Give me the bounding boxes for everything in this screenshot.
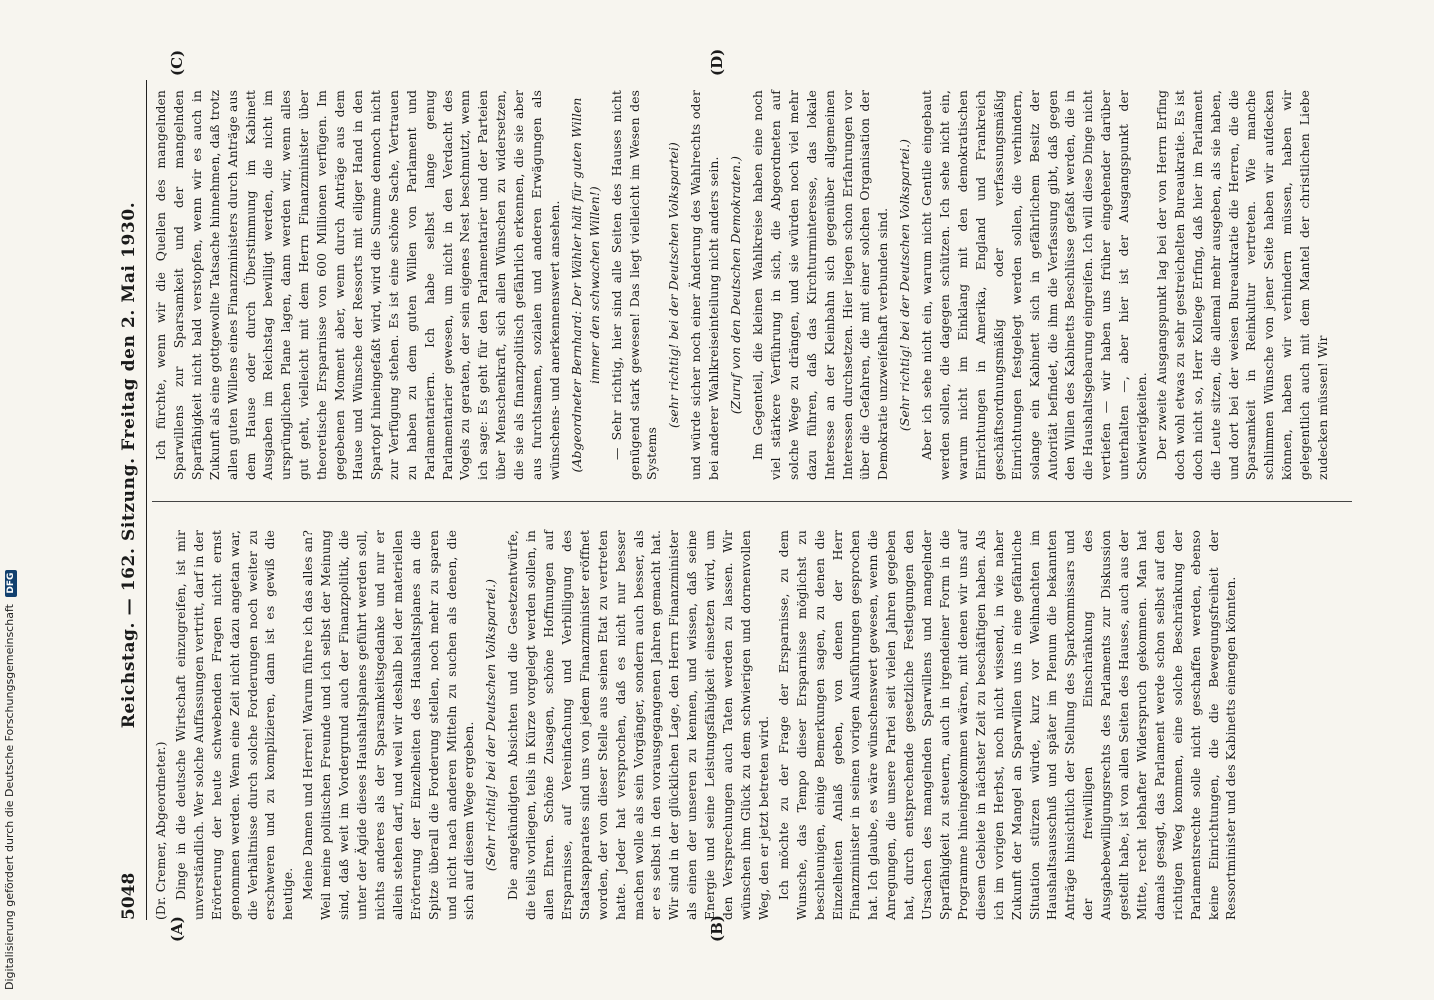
margin-marker-a: (A) xyxy=(168,916,186,942)
paragraph: Aber ich sehe nicht ein, warum nicht Gentile eingebaut werden sollen, die dagegen schützen. Ich sehe nicht ein, warum nicht im Einklang mit den demokratischen Einrichtungen in Amerika, England und Frankreich geschäftsordnungsmäßig oder verfassungsmäßig Einrichtungen festgelegt werden sollen, die verhindern, solange ein Kabinett sich in gefährlichem Besitz der Autorität befindet, die ihm die Verfassung gibt, daß gegen den Willen des Kabinetts Beschlüsse gefaßt werden, die in die Haushaltsgebarung eingreifen. Ich will diese Dinge nicht vertiefen — wir haben uns früher eingehender darüber unterhalten —, aber hier ist der Ausgangspunkt der Schwierigkeiten. xyxy=(919,90,1150,480)
margin-marker-c: (C) xyxy=(168,49,186,76)
paragraph: Der zweite Ausgangspunkt lag bei der von Herrn Erfing doch wohl etwas zu sehr gestreichelten Bureaukratie. Es ist doch nicht so, Herr Kollege Erfing, daß hier im Parlament die Leute sitzen, die allemal mehr ausgeben, als sie haben, und dort bei der weisen Bureaukratie die Herren, die die Sparsamkeit in Reinkultur vertreten. Wie manche schlimmen Wünsche von jener Seite haben wir aufdecken können, haben wir verhindern müssen, haben wir gelegentlich auch mit dem Mantel der christlichen Liebe zudecken müssen! Wir xyxy=(1153,90,1331,480)
speaker-line: (Dr. Cremer, Abgeordneter.) xyxy=(153,741,168,920)
header-rule xyxy=(146,80,147,920)
digitization-credit-text xyxy=(3,60,17,990)
interjection: (Sehr richtig! bei der Deutschen Volkspartei.) xyxy=(483,578,499,872)
credit-text: Digitalisierung gefördert durch die Deutsche Forschungsgemeinschaft xyxy=(3,604,16,990)
paragraph: Meine Damen und Herren! Warum führe ich das alles an? Weil meine politischen Freunde und ich selbst der Meinung sind, daß weit im Vordergrund auch der Finanzpolitik, die unter der Ägide dieses Haushaltsplanes geführt werden soll, nichts anderes als der Sparsamkeitsgedanke und nur er allein stehen darf, und weil wir deshalb bei der materiellen Erörterung der Einzelheiten des Haushaltsplanes an die Spitze überall die Forderung stellen, noch mehr zu sparen und nicht nach anderen Mitteln zu suchen als denen, die sich auf diesem Wege ergeben. xyxy=(300,530,477,920)
left-column xyxy=(152,530,1242,920)
rotated-sheet xyxy=(108,50,1388,950)
paragraph: — Sehr richtig, hier sind alle Seiten des Hauses nicht genügend stark gewesen! Das liegt vielleicht im Wesen des Systems xyxy=(608,90,660,480)
page-header xyxy=(114,80,144,920)
interjection: (Zuruf von den Deutschen Demokraten.) xyxy=(728,155,744,415)
page-title: Reichstag. — 162. Sitzung. Freitag den 2. Mai 1930. xyxy=(119,201,139,729)
interjection: (sehr richtig! bei der Deutschen Volkspartei) xyxy=(666,142,682,428)
paragraph: Ich fürchte, wenn wir die Quellen des mangelnden Sparwillens zur Sparsamkeit und der mangelnden Sparfähigkeit nicht bald verstopfen, wenn wir es auch in Zukunft als eine gottgewollte Tatsache hinnehmen, daß trotz allen guten Willens eines Finanzministers durch Anträge aus dem Hause oder durch Überstimmung im Kabinett Ausgaben im Reichstag bewilligt werden, die nicht im ursprünglichen Plane lagen, dann werden wir, wenn alles gut geht, vielleicht mit dem Herrn Finanzminister über theoretische Ersparnisse von 600 Millionen verfügen. Im gegebenen Moment aber, wenn durch Anträge aus dem Hause und Wünsche der Ressorts mit eiliger Hand in den Spartopf hineingefaßt wird, wird die Summe dennoch nicht zur Verfügung stehen. Es ist eine schöne Sache, Vertrauen zu haben zu dem guten Willen von Parlament und Parlamentariern. Ich habe selbst lange genug Parlamentarier gewesen, um nicht in den Verdacht des Vogels zu geraten, der sein eigenes Nest beschmutzt, wenn ich sage: Es geht für den Parlamentarier und der Parteien über Menschenkraft, sich allen Wünschen zu widersetzen, die sie als finanzpolitisch gefährlich erkennen, die sie aber aus furchtsamen, sozialen und anderen Erwägungen als wünschens- und anerkennenswert ansehen. xyxy=(153,90,562,480)
right-column xyxy=(152,90,1334,480)
paragraph: Dinge in die deutsche Wirtschaft einzugreifen, ist mir unverständlich. Wer solche Auffassungen vertritt, darf in der Erörterung der heute schwebenden Fragen nicht ernst genommen werden. Wenn eine Zeit nicht dazu angetan war, die Verhältnisse durch solche Forderungen noch weiter zu erschweren und zu komplizieren, dann ist es gewiß die heutige. xyxy=(172,530,296,920)
paragraph: Im Gegenteil, die kleinen Wahlkreise haben eine noch viel stärkere Verführung in sich, die Abgeordneten auf solche Wege zu drängen, und sie würden noch viel mehr dazu führen, daß das Kirchturminteresse, das lokale Interesse an der Kleinbahn sich gegenüber allgemeinen Interessen durchsetzen. Hier liegen schon Erfahrungen vor über die Gefahren, die mit einer solchen Organisation der Demokratie unzweifelhaft verbunden sind. xyxy=(750,90,891,480)
interjection: (Abgeordneter Bernhard: Der Wähler hält für guten Willen immer den schwachen Willen!) xyxy=(568,97,602,473)
paragraph: Die angekündigten Absichten und die Gesetzentwürfe, die teils vorliegen, teils in Kürze vorgelegt werden sollen, in allen Ehren. Schöne Zusagen, schöne Hoffnungen auf Ersparnisse, auf Vereinfachung und Verbilligung des Staatsapparates sind uns von jedem Finanzminister eröffnet worden, der von dieser Stelle aus seinen Etat zu vertreten hatte. Jeder hat versprochen, daß es nicht nur besser machen wolle als sein Vorgänger, sondern auch besser, als er es selbst in den vorausgegangenen Jahren gemacht hat. Wir sind in der glücklichen Lage, den Herrn Finanzminister als einen der unseren zu kennen, und wissen, daß seine Energie und seine Leistungsfähigkeit einsetzen wird, um den Versprechungen auch Taten werden zu lassen. Wir wünschen ihm Glück zu dem schwierigen und dornenvollen Weg, den er jetzt betreten wird. xyxy=(505,530,771,920)
paragraph: und würde sicher noch einer Änderung des Wahlrechts oder bei anderer Wahlkreiseinteilung nicht anders sein. xyxy=(688,90,722,480)
column-divider xyxy=(152,501,1352,502)
interjection: (Sehr richtig! bei der Deutschen Volkspartei.) xyxy=(897,138,913,432)
digitization-credit xyxy=(3,60,27,990)
paragraph: Ich möchte zu der Frage der Ersparnisse, zu dem Wunsche, das Tempo dieser Ersparnisse möglichst zu beschleunigen, einige Bemerkungen sagen, zu denen die Einzelheiten Anlaß geben, von denen der Herr Finanzminister in seinen vorigen Ausführungen gesprochen hat. Ich glaube, es wäre wünschenswert gewesen, wenn die Anregungen, die unsere Partei seit vielen Jahren gegeben hat, durch entsprechende gesetzliche Festlegungen den Ursachen des mangelnden Sparwillens und mangelnder Sparfähigkeit zu steuern, auch in irgendeiner Form in die Programme hineingekommen wären, mit denen wir uns auf diesem Gebiete in nächster Zeit zu beschäftigen haben. Als ich im vorigen Herbst, noch nicht wissend, in wie naher Zukunft der Mangel an Sparwillen uns in eine gefährliche Situation stürzen würde, kurz vor Weihnachten im Haushaltsausschuß und später im Plenum die bekannten Anträge hinsichtlich der Stellung des Sparkommissars und der freiwilligen Einschränkung des Ausgabebewilligungsrechts des Parlaments zur Diskussion gestellt habe, ist von allen Seiten des Hauses, auch aus der Mitte, recht lebhafter Widerspruch gekommen. Man hat damals gesagt, das Parlament werde schon selbst auf den richtigen Weg kommen, eine solche Beschränkung der Parlamentsrechte solle nicht geschaffen werden, ebenso keine Einrichtungen, die die Bewegungsfreiheit der Ressortminister und des Kabinetts einengen könnten. xyxy=(775,530,1239,920)
margin-marker-b: (B) xyxy=(708,915,726,942)
page-number: 5048 xyxy=(119,872,139,920)
dfg-logo: DFG xyxy=(5,570,17,597)
margin-marker-d: (D) xyxy=(708,48,726,76)
